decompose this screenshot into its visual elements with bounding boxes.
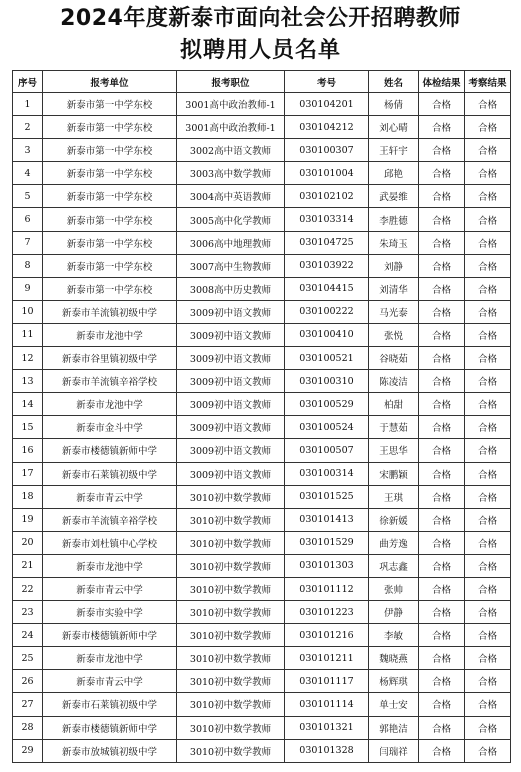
table-row [13, 254, 511, 277]
cell-index: 8 [13, 254, 43, 277]
cell-medical-result: 合格 [419, 93, 465, 116]
cell-index: 14 [13, 393, 43, 416]
cell-name: 朱琦玉 [369, 231, 419, 254]
cell-name: 徐新媛 [369, 508, 419, 531]
cell-name: 张悦 [369, 323, 419, 346]
cell-medical-result: 合格 [419, 116, 465, 139]
table-row [13, 208, 511, 231]
cell-medical-result: 合格 [419, 208, 465, 231]
cell-medical-result: 合格 [419, 370, 465, 393]
cell-name: 郭艳洁 [369, 716, 419, 739]
cell-medical-result: 合格 [419, 393, 465, 416]
cell-index: 6 [13, 208, 43, 231]
header-position: 报考职位 [177, 71, 285, 93]
cell-index: 3 [13, 139, 43, 162]
table-row [13, 462, 511, 485]
cell-exam-number: 030101328 [285, 739, 369, 762]
cell-exam-number: 030101004 [285, 162, 369, 185]
header-index: 序号 [13, 71, 43, 93]
cell-position: 3008高中历史教师 [177, 277, 285, 300]
cell-position: 3004高中英语教师 [177, 185, 285, 208]
cell-exam-number: 030103314 [285, 208, 369, 231]
cell-medical-result: 合格 [419, 185, 465, 208]
cell-name: 谷晓茹 [369, 347, 419, 370]
header-inspection-result: 考察结果 [465, 71, 511, 93]
cell-exam-number: 030100310 [285, 370, 369, 393]
cell-name: 刘心晴 [369, 116, 419, 139]
table-row [13, 693, 511, 716]
cell-index: 12 [13, 347, 43, 370]
cell-position: 3010初中数学教师 [177, 508, 285, 531]
cell-index: 25 [13, 647, 43, 670]
cell-medical-result: 合格 [419, 601, 465, 624]
cell-exam-number: 030100410 [285, 323, 369, 346]
cell-name: 杨辉琪 [369, 670, 419, 693]
cell-unit: 新泰市第一中学东校 [43, 116, 177, 139]
cell-medical-result: 合格 [419, 254, 465, 277]
cell-position: 3002高中语文教师 [177, 139, 285, 162]
cell-position: 3001高中政治教师-1 [177, 116, 285, 139]
table-row [13, 277, 511, 300]
cell-medical-result: 合格 [419, 439, 465, 462]
cell-position: 3009初中语文教师 [177, 347, 285, 370]
table-row [13, 485, 511, 508]
cell-position: 3010初中数学教师 [177, 554, 285, 577]
cell-index: 16 [13, 439, 43, 462]
cell-medical-result: 合格 [419, 139, 465, 162]
table-row [13, 300, 511, 323]
table-row [13, 554, 511, 577]
cell-index: 1 [13, 93, 43, 116]
cell-unit: 新泰市羊流镇辛裕学校 [43, 370, 177, 393]
cell-name: 闫瑞祥 [369, 739, 419, 762]
cell-name: 柏甜 [369, 393, 419, 416]
cell-inspection-result: 合格 [465, 739, 511, 762]
cell-name: 张帅 [369, 577, 419, 600]
cell-name: 武晏维 [369, 185, 419, 208]
cell-medical-result: 合格 [419, 462, 465, 485]
cell-exam-number: 030101117 [285, 670, 369, 693]
cell-position: 3010初中数学教师 [177, 716, 285, 739]
cell-position: 3009初中语文教师 [177, 370, 285, 393]
cell-unit: 新泰市第一中学东校 [43, 162, 177, 185]
cell-medical-result: 合格 [419, 231, 465, 254]
cell-medical-result: 合格 [419, 670, 465, 693]
table-row [13, 716, 511, 739]
cell-index: 7 [13, 231, 43, 254]
cell-position: 3010初中数学教师 [177, 693, 285, 716]
cell-position: 3010初中数学教师 [177, 670, 285, 693]
cell-index: 28 [13, 716, 43, 739]
cell-medical-result: 合格 [419, 624, 465, 647]
cell-unit: 新泰市羊流镇初级中学 [43, 300, 177, 323]
cell-name: 曲芳逸 [369, 531, 419, 554]
cell-inspection-result: 合格 [465, 647, 511, 670]
cell-inspection-result: 合格 [465, 116, 511, 139]
cell-unit: 新泰市金斗中学 [43, 416, 177, 439]
cell-exam-number: 030101223 [285, 601, 369, 624]
cell-inspection-result: 合格 [465, 231, 511, 254]
cell-index: 17 [13, 462, 43, 485]
cell-position: 3010初中数学教师 [177, 485, 285, 508]
table-row [13, 93, 511, 116]
cell-index: 18 [13, 485, 43, 508]
cell-exam-number: 030101112 [285, 577, 369, 600]
cell-position: 3005高中化学教师 [177, 208, 285, 231]
cell-inspection-result: 合格 [465, 439, 511, 462]
cell-inspection-result: 合格 [465, 323, 511, 346]
cell-unit: 新泰市楼德镇新师中学 [43, 439, 177, 462]
cell-name: 伊静 [369, 601, 419, 624]
cell-medical-result: 合格 [419, 485, 465, 508]
cell-unit: 新泰市放城镇初级中学 [43, 739, 177, 762]
table-row [13, 185, 511, 208]
cell-medical-result: 合格 [419, 693, 465, 716]
header-medical-result: 体检结果 [419, 71, 465, 93]
cell-position: 3009初中语文教师 [177, 323, 285, 346]
cell-medical-result: 合格 [419, 416, 465, 439]
cell-inspection-result: 合格 [465, 531, 511, 554]
cell-name: 魏晓燕 [369, 647, 419, 670]
cell-exam-number: 030101211 [285, 647, 369, 670]
cell-exam-number: 030102102 [285, 185, 369, 208]
cell-exam-number: 030100521 [285, 347, 369, 370]
cell-inspection-result: 合格 [465, 716, 511, 739]
cell-unit: 新泰市龙池中学 [43, 393, 177, 416]
cell-name: 李敏 [369, 624, 419, 647]
cell-unit: 新泰市青云中学 [43, 670, 177, 693]
cell-position: 3003高中数学教师 [177, 162, 285, 185]
cell-position: 3001高中政治教师-1 [177, 93, 285, 116]
cell-index: 15 [13, 416, 43, 439]
cell-exam-number: 030104212 [285, 116, 369, 139]
cell-index: 10 [13, 300, 43, 323]
cell-inspection-result: 合格 [465, 93, 511, 116]
cell-position: 3010初中数学教师 [177, 739, 285, 762]
cell-index: 24 [13, 624, 43, 647]
table-row [13, 739, 511, 762]
cell-inspection-result: 合格 [465, 300, 511, 323]
cell-inspection-result: 合格 [465, 577, 511, 600]
cell-medical-result: 合格 [419, 347, 465, 370]
cell-exam-number: 030100529 [285, 393, 369, 416]
table-row [13, 416, 511, 439]
cell-position: 3009初中语文教师 [177, 462, 285, 485]
cell-inspection-result: 合格 [465, 462, 511, 485]
cell-exam-number: 030100222 [285, 300, 369, 323]
cell-unit: 新泰市谷里镇初级中学 [43, 347, 177, 370]
cell-inspection-result: 合格 [465, 670, 511, 693]
cell-unit: 新泰市龙池中学 [43, 647, 177, 670]
table-row [13, 439, 511, 462]
cell-unit: 新泰市第一中学东校 [43, 231, 177, 254]
cell-inspection-result: 合格 [465, 208, 511, 231]
cell-inspection-result: 合格 [465, 277, 511, 300]
hire-list-table [12, 70, 511, 763]
cell-inspection-result: 合格 [465, 624, 511, 647]
cell-exam-number: 030100524 [285, 416, 369, 439]
cell-exam-number: 030101321 [285, 716, 369, 739]
cell-position: 3006高中地理教师 [177, 231, 285, 254]
cell-medical-result: 合格 [419, 277, 465, 300]
cell-name: 巩志鑫 [369, 554, 419, 577]
cell-unit: 新泰市刘杜镇中心学校 [43, 531, 177, 554]
cell-inspection-result: 合格 [465, 162, 511, 185]
cell-inspection-result: 合格 [465, 393, 511, 416]
cell-medical-result: 合格 [419, 577, 465, 600]
cell-unit: 新泰市龙池中学 [43, 323, 177, 346]
cell-medical-result: 合格 [419, 531, 465, 554]
header-unit: 报考单位 [43, 71, 177, 93]
cell-index: 20 [13, 531, 43, 554]
cell-medical-result: 合格 [419, 162, 465, 185]
cell-unit: 新泰市楼德镇新师中学 [43, 624, 177, 647]
table-row [13, 508, 511, 531]
cell-exam-number: 030101303 [285, 554, 369, 577]
cell-unit: 新泰市第一中学东校 [43, 185, 177, 208]
table-row [13, 624, 511, 647]
cell-position: 3009初中语文教师 [177, 439, 285, 462]
cell-name: 刘静 [369, 254, 419, 277]
cell-unit: 新泰市第一中学东校 [43, 208, 177, 231]
table-row [13, 647, 511, 670]
cell-unit: 新泰市实验中学 [43, 601, 177, 624]
cell-exam-number: 030101413 [285, 508, 369, 531]
table-body [13, 93, 511, 763]
table-row [13, 347, 511, 370]
header-exam-number: 考号 [285, 71, 369, 93]
cell-inspection-result: 合格 [465, 254, 511, 277]
cell-name: 单士安 [369, 693, 419, 716]
document-title: 2024年度新泰市面向社会公开招聘教师 [60, 6, 461, 31]
table-row [13, 116, 511, 139]
cell-medical-result: 合格 [419, 647, 465, 670]
cell-inspection-result: 合格 [465, 554, 511, 577]
cell-inspection-result: 合格 [465, 416, 511, 439]
cell-inspection-result: 合格 [465, 693, 511, 716]
cell-name: 李胜德 [369, 208, 419, 231]
cell-position: 3010初中数学教师 [177, 577, 285, 600]
cell-name: 王琪 [369, 485, 419, 508]
cell-position: 3010初中数学教师 [177, 601, 285, 624]
cell-unit: 新泰市羊流镇辛裕学校 [43, 508, 177, 531]
table-row [13, 531, 511, 554]
cell-unit: 新泰市第一中学东校 [43, 277, 177, 300]
header-name: 姓名 [369, 71, 419, 93]
cell-inspection-result: 合格 [465, 185, 511, 208]
cell-medical-result: 合格 [419, 739, 465, 762]
cell-index: 26 [13, 670, 43, 693]
cell-exam-number: 030101529 [285, 531, 369, 554]
cell-name: 陈凌洁 [369, 370, 419, 393]
cell-exam-number: 030100314 [285, 462, 369, 485]
cell-inspection-result: 合格 [465, 347, 511, 370]
table-row [13, 231, 511, 254]
cell-exam-number: 030101114 [285, 693, 369, 716]
cell-index: 23 [13, 601, 43, 624]
cell-unit: 新泰市石莱镇初级中学 [43, 462, 177, 485]
cell-exam-number: 030101216 [285, 624, 369, 647]
cell-index: 29 [13, 739, 43, 762]
cell-position: 3010初中数学教师 [177, 624, 285, 647]
cell-name: 宋鹏颖 [369, 462, 419, 485]
cell-index: 22 [13, 577, 43, 600]
cell-exam-number: 030104415 [285, 277, 369, 300]
cell-position: 3010初中数学教师 [177, 647, 285, 670]
cell-inspection-result: 合格 [465, 601, 511, 624]
cell-medical-result: 合格 [419, 554, 465, 577]
cell-exam-number: 030101525 [285, 485, 369, 508]
cell-unit: 新泰市青云中学 [43, 577, 177, 600]
cell-position: 3009初中语文教师 [177, 393, 285, 416]
table-row [13, 670, 511, 693]
cell-name: 马光泰 [369, 300, 419, 323]
table-row [13, 601, 511, 624]
cell-index: 27 [13, 693, 43, 716]
table-row [13, 370, 511, 393]
cell-position: 3010初中数学教师 [177, 531, 285, 554]
cell-unit: 新泰市第一中学东校 [43, 254, 177, 277]
cell-unit: 新泰市龙池中学 [43, 554, 177, 577]
cell-position: 3007高中生物教师 [177, 254, 285, 277]
cell-inspection-result: 合格 [465, 370, 511, 393]
cell-index: 13 [13, 370, 43, 393]
cell-exam-number: 030103922 [285, 254, 369, 277]
table-row [13, 323, 511, 346]
cell-index: 4 [13, 162, 43, 185]
cell-exam-number: 030104201 [285, 93, 369, 116]
cell-unit: 新泰市青云中学 [43, 485, 177, 508]
cell-index: 11 [13, 323, 43, 346]
cell-index: 19 [13, 508, 43, 531]
cell-position: 3009初中语文教师 [177, 300, 285, 323]
cell-name: 杨倩 [369, 93, 419, 116]
cell-index: 5 [13, 185, 43, 208]
cell-inspection-result: 合格 [465, 508, 511, 531]
cell-exam-number: 030104725 [285, 231, 369, 254]
table-row [13, 139, 511, 162]
cell-unit: 新泰市第一中学东校 [43, 93, 177, 116]
document-subtitle: 拟聘用人员名单 [179, 38, 341, 63]
table-header-row [13, 71, 511, 93]
cell-index: 21 [13, 554, 43, 577]
cell-exam-number: 030100507 [285, 439, 369, 462]
cell-exam-number: 030100307 [285, 139, 369, 162]
cell-unit: 新泰市石莱镇初级中学 [43, 693, 177, 716]
cell-name: 王思华 [369, 439, 419, 462]
table-row [13, 393, 511, 416]
cell-medical-result: 合格 [419, 716, 465, 739]
cell-medical-result: 合格 [419, 508, 465, 531]
cell-name: 于慧茹 [369, 416, 419, 439]
cell-inspection-result: 合格 [465, 485, 511, 508]
cell-medical-result: 合格 [419, 323, 465, 346]
cell-unit: 新泰市第一中学东校 [43, 139, 177, 162]
cell-name: 邱艳 [369, 162, 419, 185]
cell-index: 2 [13, 116, 43, 139]
cell-medical-result: 合格 [419, 300, 465, 323]
cell-inspection-result: 合格 [465, 139, 511, 162]
cell-name: 刘清华 [369, 277, 419, 300]
cell-unit: 新泰市楼德镇新师中学 [43, 716, 177, 739]
cell-index: 9 [13, 277, 43, 300]
cell-name: 王轩宇 [369, 139, 419, 162]
cell-position: 3009初中语文教师 [177, 416, 285, 439]
table-row [13, 577, 511, 600]
table-row [13, 162, 511, 185]
